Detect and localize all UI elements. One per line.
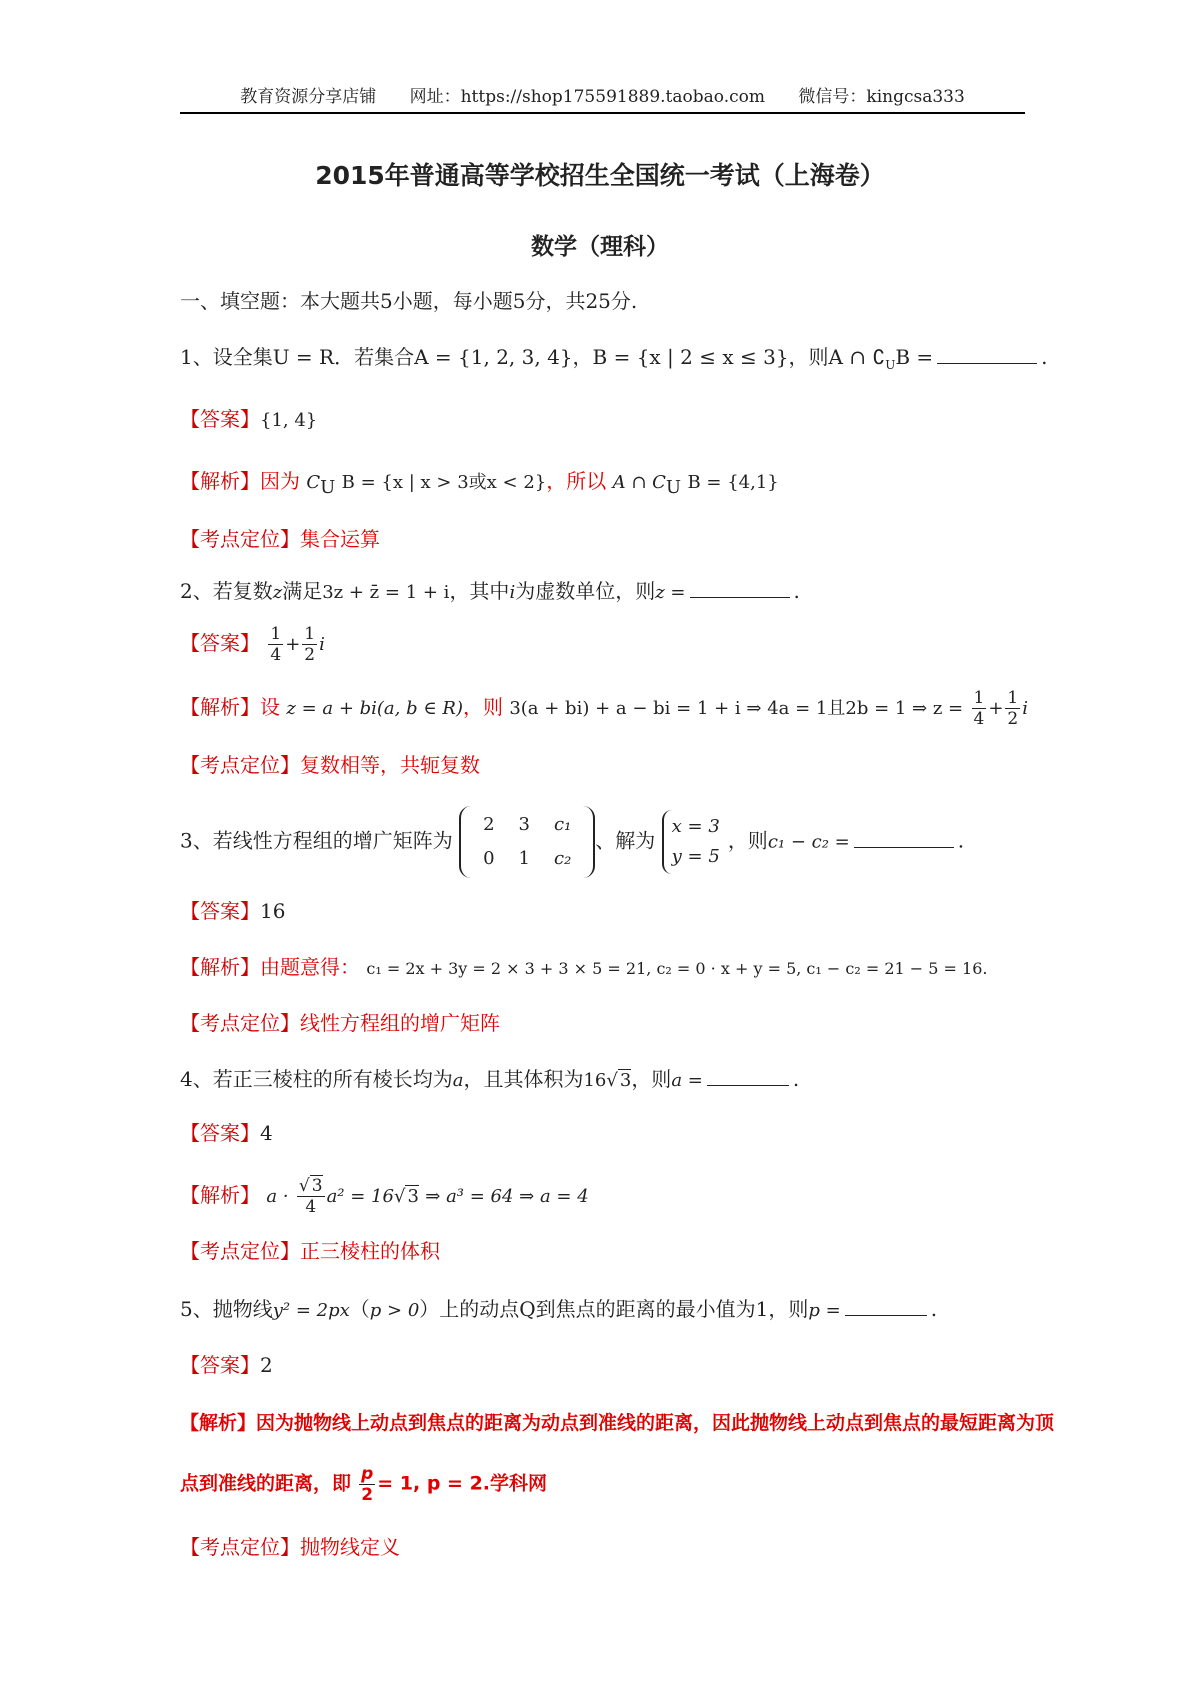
- q3-point: 【考点定位】线性方程组的增广矩阵: [180, 1011, 500, 1035]
- q4-analysis: 【解析】 a · $\frac{√ 3}{4}$ a² = 16√ 3 ⇒ a³ = 64 ⇒ a = 4: [180, 1176, 589, 1217]
- q1-analysis: 【解析】因为 $C_U$ B = {x | x > 3或x < 2}，所以 A ∩ $C_U$ B = {4,1}: [180, 469, 779, 498]
- answer-blank: [937, 343, 1037, 364]
- header-wechat: 微信号：kingcsa333: [798, 87, 965, 107]
- q5-point: 【考点定位】抛物线定义: [180, 1535, 400, 1559]
- q5-stem: 5、抛物线y² = 2px（p > 0）上的动点Q到焦点的距离的最小值为1，则p = .: [180, 1297, 938, 1321]
- q4-stem: 4、若正三棱柱的所有棱长均为a，且其体积为16√ 3，则a = .: [180, 1067, 800, 1091]
- q2-answer: 【答案】 $\frac{1}{4}$ + $\frac{1}{2}$ i: [180, 624, 325, 665]
- q5-analysis-line1: 【解析】因为抛物线上动点到焦点的距离为动点到准线的距离，因此抛物线上动点到焦点的最短距离为顶: [180, 1412, 1055, 1434]
- page-title: 2015年普通高等学校招生全国统一考试（上海卷）: [315, 161, 885, 190]
- q3-answer: 【答案】16: [180, 899, 286, 923]
- page-subtitle: 数学（理科）: [531, 234, 669, 260]
- page-header: [180, 82, 1025, 114]
- q4-answer: 【答案】4: [180, 1121, 273, 1145]
- answer-blank: [845, 1295, 927, 1316]
- q2-analysis: 【解析】设 z = a + bi(a, b ∈ R)，则 3(a + bi) + a − bi = 1 + i ⇒ 4a = 1且2b = 1 ⇒ z = $\frac{1}{4}$ + $\frac{1}{2}$ i: [180, 688, 1029, 729]
- q5-analysis-line2: 点到准线的距离，即 $\frac{p}{2}$ = 1, p = 2.学科网: [180, 1464, 548, 1505]
- q1-answer: 【答案】{1, 4}: [180, 407, 318, 431]
- fraction: $\frac{1}{4}$: [270, 624, 282, 665]
- fraction: $\frac{1}{2}$: [1007, 688, 1019, 729]
- q1-point: 【考点定位】集合运算: [180, 527, 380, 551]
- fraction: $\frac{√ 3}{4}$: [298, 1176, 323, 1217]
- q3-stem: 3、若线性方程组的增广矩阵为 2 3 c₁ 0 1 c₂ 、解为 x = 3 y = 5 ，则c₁ − c₂ = .: [180, 806, 964, 878]
- solution-system: x = 3 y = 5: [662, 810, 728, 874]
- header-shop: 教育资源分享店铺: [240, 87, 377, 107]
- header-site: 网址：https://shop175591889.taobao.com: [409, 87, 765, 107]
- q5-answer: 【答案】2: [180, 1353, 273, 1377]
- q4-point: 【考点定位】正三棱柱的体积: [180, 1239, 440, 1263]
- q1-stem: 1、设全集U = R．若集合A = {1, 2, 3, 4}，B = {x | 2 ≤ x ≤ 3}，则A ∩ $∁_UB$ = .: [180, 345, 1048, 372]
- fraction: $\frac{1}{2}$: [304, 624, 316, 665]
- answer-blank: [690, 577, 790, 598]
- section-heading: 一、填空题：本大题共5小题，每小题5分，共25分.: [180, 289, 638, 313]
- q2-point: 【考点定位】复数相等，共轭复数: [180, 753, 480, 777]
- fraction: $\frac{1}{4}$: [973, 688, 985, 729]
- augmented-matrix: 2 3 c₁ 0 1 c₂: [459, 806, 595, 878]
- fraction: $\frac{p}{2}$: [361, 1464, 374, 1505]
- answer-blank: [707, 1065, 789, 1086]
- answer-blank: [854, 827, 954, 848]
- q2-stem: 2、若复数z满足3z + z̄ = 1 + i，其中i为虚数单位，则z = .: [180, 579, 800, 603]
- q3-analysis: 【解析】由题意得： c₁ = 2x + 3y = 2 × 3 + 3 × 5 = 21, c₂ = 0 · x + y = 5, c₁ − c₂ = 21 − 5 = 16.: [180, 955, 988, 979]
